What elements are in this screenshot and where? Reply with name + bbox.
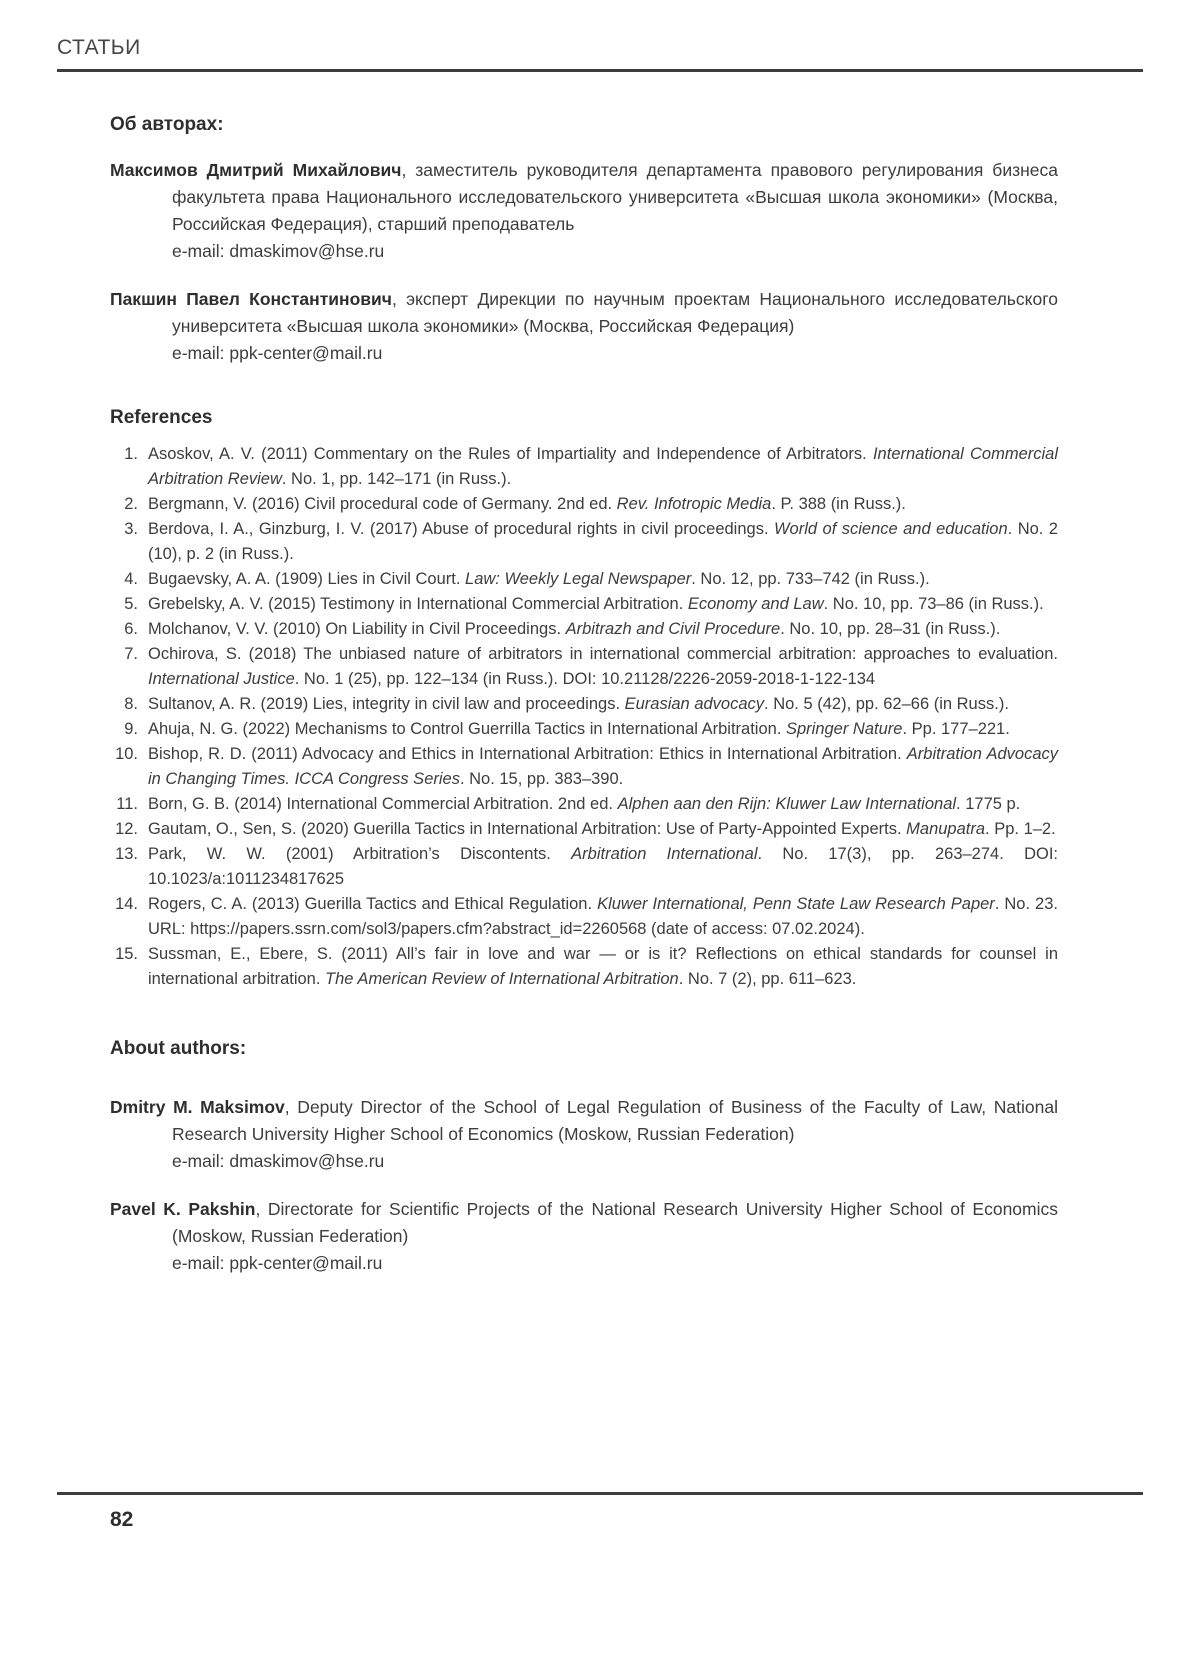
- reference-item: [110, 567, 1058, 592]
- reference-text: Park, W. W. (2001) Arbitration’s Discontents.: [148, 845, 572, 863]
- reference-tail: . No. 5 (42), pp. 62–66 (in Russ.).: [764, 695, 1009, 713]
- reference-text: Ochirova, S. (2018) The unbiased nature of arbitrators in international commercial arbitration: approaches to evaluation.: [148, 645, 1058, 663]
- reference-number: 10.: [115, 745, 138, 763]
- reference-text: Grebelsky, A. V. (2015) Testimony in International Commercial Arbitration.: [148, 595, 688, 613]
- reference-source: Springer Nature: [785, 720, 903, 738]
- reference-text: Bergmann, V. (2016) Civil procedural code of Germany. 2nd ed.: [148, 495, 617, 513]
- author-name: Pavel K. Pakshin: [110, 1199, 256, 1219]
- reference-tail: . No. 10, pp. 28–31 (in Russ.).: [780, 620, 1001, 638]
- reference-source: World of science and education: [773, 520, 1008, 538]
- reference-item: [110, 792, 1058, 817]
- reference-number: 5.: [124, 595, 138, 613]
- page-header: [0, 0, 1200, 72]
- reference-text: Bishop, R. D. (2011) Advocacy and Ethics in International Arbitration: Ethics in International Arbitration.: [148, 745, 907, 763]
- reference-item: [110, 842, 1058, 892]
- reference-number: 9.: [124, 720, 138, 738]
- author-name: Dmitry M. Maksimov: [110, 1097, 285, 1117]
- reference-tail: . Pp. 177–221.: [902, 720, 1010, 738]
- reference-number: 7.: [124, 645, 138, 663]
- reference-text: Sultanov, A. R. (2019) Lies, integrity in civil law and proceedings.: [148, 695, 625, 713]
- reference-source: Economy and Law: [687, 595, 824, 613]
- reference-source: International Justice: [148, 670, 295, 688]
- reference-tail: . 1775 p.: [956, 795, 1021, 813]
- reference-text: Born, G. B. (2014) International Commercial Arbitration. 2nd ed.: [148, 795, 618, 813]
- reference-item: [110, 942, 1058, 992]
- reference-number: 13.: [115, 845, 138, 863]
- author-paragraph-en-1: [110, 1094, 1058, 1175]
- reference-source: The American Review of International Arbitration: [325, 970, 679, 988]
- reference-number: 11.: [116, 795, 138, 813]
- reference-number: 14.: [115, 895, 138, 913]
- reference-number: 3.: [124, 520, 138, 538]
- reference-source: Alphen aan den Rijn: Kluwer Law International: [617, 795, 957, 813]
- author-email: e-mail: ppk-center@mail.ru: [172, 343, 383, 363]
- footer-rule: [57, 1492, 1143, 1495]
- reference-number: 15.: [115, 945, 138, 963]
- author-email: e-mail: ppk-center@mail.ru: [172, 1253, 383, 1273]
- author-paragraph-en-2: [110, 1196, 1058, 1277]
- reference-source: Eurasian advocacy: [624, 695, 765, 713]
- reference-source: Manupatra: [906, 820, 986, 838]
- reference-item: [110, 642, 1058, 692]
- about-authors-ru-heading: Об авторах:: [110, 114, 224, 135]
- reference-item: [110, 517, 1058, 567]
- reference-item: [110, 817, 1058, 842]
- reference-item: [110, 442, 1058, 492]
- reference-text: Bugaevsky, A. A. (1909) Lies in Civil Court.: [148, 570, 466, 588]
- reference-item: [110, 692, 1058, 717]
- author-name: Пакшин Павел Константинович: [110, 289, 392, 309]
- reference-text: Gautam, O., Sen, S. (2020) Guerilla Tactics in International Arbitration: Use of Party-Appointed Experts.: [148, 820, 907, 838]
- page-number: 82: [110, 1508, 134, 1531]
- reference-text: Asoskov, A. V. (2011) Commentary on the Rules of Impartiality and Independence of Arbitrators.: [148, 445, 873, 463]
- author-paragraph-ru-2: [110, 286, 1058, 367]
- reference-tail: . No. 1 (25), pp. 122–134 (in Russ.). DOI: 10.21128/2226-2059-2018-1-122-134: [294, 670, 876, 688]
- reference-number: 8.: [124, 695, 138, 713]
- reference-text: Molchanov, V. V. (2010) On Liability in Civil Proceedings.: [148, 620, 566, 638]
- reference-tail: . No. 1, pp. 142–171 (in Russ.).: [281, 470, 512, 488]
- reference-item: [110, 617, 1058, 642]
- reference-item: [110, 892, 1058, 942]
- reference-item: [110, 492, 1058, 517]
- reference-tail: . No. 7 (2), pp. 611–623.: [678, 970, 857, 988]
- author-email: e-mail: dmaskimov@hse.ru: [172, 241, 385, 261]
- author-description: , Deputy Director of the School of Legal Regulation of Business of the Faculty of Law, National Research University Higher School of Economics (Moskow, Russian Federation): [172, 1097, 1059, 1144]
- reference-source: International Commercial Arbitration Review: [148, 445, 1059, 488]
- reference-tail: . No. 23. URL: https://papers.ssrn.com/sol3/papers.cfm?abstract_id=2260568 (date of access: 07.02.2024).: [148, 895, 1058, 938]
- author-description: , эксперт Дирекции по научным проектам Национального исследовательского университета «Высшая школа экономики» (Москва, Российская Федерация): [172, 289, 1058, 336]
- reference-tail: . P. 388 (in Russ.).: [771, 495, 906, 513]
- reference-number: 6.: [124, 620, 138, 638]
- reference-source: Kluwer International, Penn State Law Research Paper: [597, 895, 995, 913]
- reference-text: Sussman, E., Ebere, S. (2011) All’s fair in love and war — or is it? Reflections on ethical standards for counsel in international arbitration.: [148, 945, 1058, 988]
- reference-source: Arbitration International: [571, 845, 758, 863]
- reference-source: Arbitrazh and Civil Procedure: [565, 620, 781, 638]
- page-content: [110, 114, 1058, 1277]
- reference-text: Berdova, I. A., Ginzburg, I. V. (2017) Abuse of procedural rights in civil proceedings.: [148, 520, 774, 538]
- reference-tail: . Pp. 1–2.: [985, 820, 1056, 838]
- author-name: Максимов Дмитрий Михайлович: [110, 160, 402, 180]
- author-email: e-mail: dmaskimov@hse.ru: [172, 1151, 385, 1171]
- reference-number: 2.: [124, 495, 138, 513]
- author-description: , заместитель руководителя департамента правового регулирования бизнеса факультета права Национального исследовательского университета «Высшая школа экономики» (Москва, Российская Федерация), старший преподаватель: [172, 160, 1058, 234]
- reference-item: [110, 592, 1058, 617]
- reference-source: Arbitration Advocacy in Changing Times. ICCA Congress Series: [148, 745, 1058, 788]
- references-heading: References: [110, 407, 213, 428]
- about-authors-en-heading: About authors:: [110, 1038, 247, 1059]
- reference-number: 4.: [124, 570, 138, 588]
- reference-text: Rogers, C. A. (2013) Guerilla Tactics and Ethical Regulation.: [148, 895, 598, 913]
- reference-number: 12.: [115, 820, 138, 838]
- reference-tail: . No. 2 (10), p. 2 (in Russ.).: [148, 520, 1058, 563]
- header-rule: [57, 69, 1143, 72]
- reference-tail: . No. 12, pp. 733–742 (in Russ.).: [691, 570, 930, 588]
- reference-item: [110, 717, 1058, 742]
- running-head: СТАТЬИ: [57, 36, 141, 59]
- reference-number: 1.: [124, 445, 138, 463]
- author-description: , Directorate for Scientific Projects of the National Research University Higher School of Economics (Moskow, Russian Federation): [172, 1199, 1059, 1246]
- references-list: [110, 442, 1058, 992]
- author-paragraph-ru-1: [110, 157, 1058, 265]
- reference-tail: . No. 17(3), pp. 263–274. DOI: 10.1023/a:1011234817625: [148, 845, 1058, 888]
- reference-tail: . No. 10, pp. 73–86 (in Russ.).: [823, 595, 1044, 613]
- reference-text: Ahuja, N. G. (2022) Mechanisms to Control Guerrilla Tactics in International Arbitration.: [148, 720, 786, 738]
- reference-item: [110, 742, 1058, 792]
- reference-tail: . No. 15, pp. 383–390.: [459, 770, 624, 788]
- reference-source: Rev. Infotropic Media: [616, 495, 772, 513]
- reference-source: Law: Weekly Legal Newspaper: [465, 570, 692, 588]
- page-footer: [57, 1492, 1143, 1532]
